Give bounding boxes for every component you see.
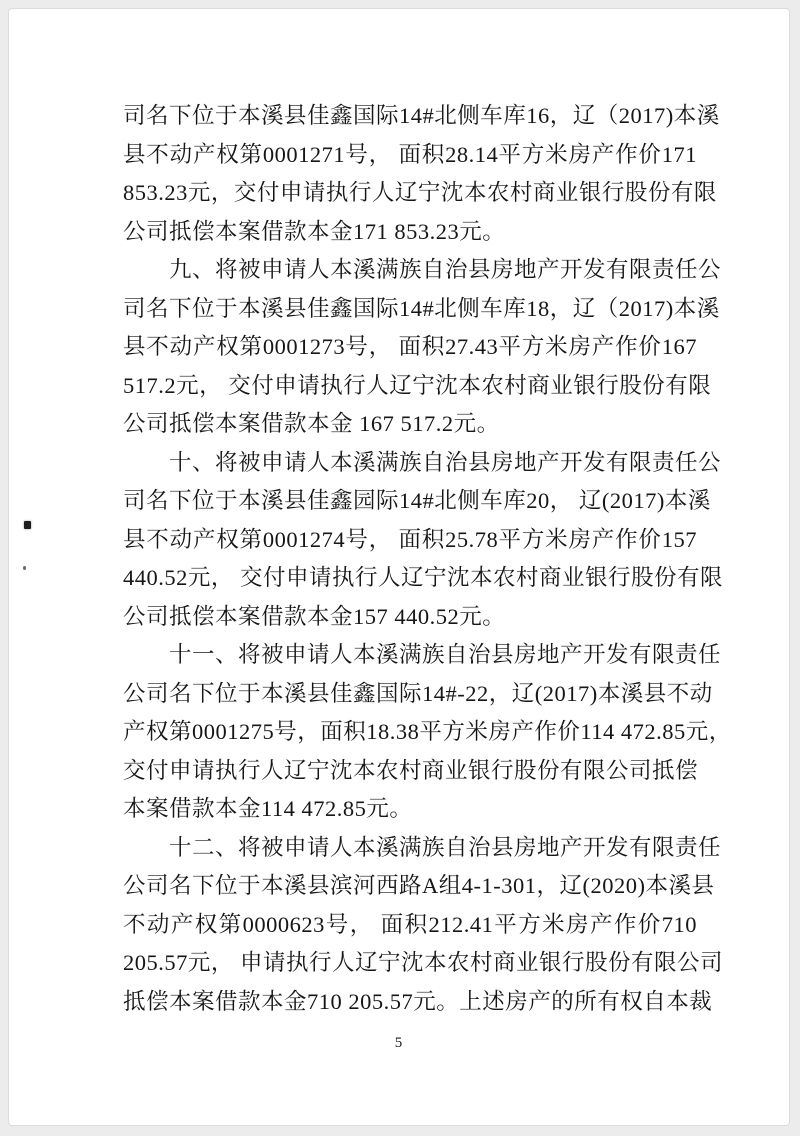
text-line: 县不动产权第0001271号， 面积28.14平方米房产作价171 bbox=[123, 141, 697, 167]
text-line: 司名下位于本溪县佳鑫园际14#北侧车库20， 辽(2017)本溪 bbox=[123, 488, 711, 513]
text-line: 司名下位于本溪县佳鑫国际14#北侧车库18，辽（2017)本溪 bbox=[123, 295, 720, 321]
text-line: 九、将被申请人本溪满族自治县房地产开发有限责任公 bbox=[169, 257, 722, 282]
text-line: 十、将被申请人本溪满族自治县房地产开发有限责任公 bbox=[169, 449, 722, 475]
text-line: 517.2元， 交付申请执行人辽宁沈本农村商业银行股份有限 bbox=[123, 372, 712, 398]
document-page bbox=[8, 8, 790, 1126]
text-line: 十二、将被申请人本溪满族自治县房地产开发有限责任 bbox=[169, 834, 722, 860]
text-line: 公司名下位于本溪县滨河西路A组4-1-301，辽(2020)本溪县 bbox=[123, 873, 715, 898]
text-line: 440.52元， 交付申请执行人辽宁沈本农村商业银行股份有限 bbox=[123, 565, 724, 590]
text-line: 公司抵偿本案借款本金 167 517.2元。 bbox=[123, 411, 500, 436]
text-line: 不动产权第0000623号， 面积212.41平方米房产作价710 bbox=[123, 911, 697, 937]
document-body-text bbox=[123, 97, 732, 1021]
text-line: 司名下位于本溪县佳鑫国际14#北侧车库16，辽（2017)本溪 bbox=[123, 103, 720, 128]
text-line: 公司名下位于本溪县佳鑫国际14#-22，辽(2017)本溪县不动 bbox=[123, 680, 713, 706]
text-line: 853.23元，交付申请执行人辽宁沈本农村商业银行股份有限 bbox=[123, 180, 717, 205]
text-line: 县不动产权第0001274号， 面积25.78平方米房产作价157 bbox=[123, 526, 697, 552]
text-line: 205.57元， 申请执行人辽宁沈本农村商业银行股份有限公司 bbox=[123, 950, 724, 975]
text-line: 本案借款本金114 472.85元。 bbox=[123, 796, 413, 821]
text-line: 公司抵偿本案借款本金157 440.52元。 bbox=[123, 603, 506, 629]
text-line: 公司抵偿本案借款本金171 853.23元。 bbox=[123, 218, 506, 244]
page-number: 5 bbox=[394, 1035, 404, 1051]
ink-dot-artifact bbox=[24, 521, 31, 529]
text-line: 产权第0001275号，面积18.38平方米房产作价114 472.85元， bbox=[123, 719, 732, 744]
text-line: 县不动产权第0001273号， 面积27.43平方米房产作价167 bbox=[123, 334, 697, 359]
ink-dot-artifact bbox=[23, 566, 26, 570]
text-line: 交付申请执行人辽宁沈本农村商业银行股份有限公司抵偿 bbox=[123, 757, 699, 783]
text-line: 十一、将被申请人本溪满族自治县房地产开发有限责任 bbox=[169, 642, 722, 667]
text-line: 抵偿本案借款本金710 205.57元。上述房产的所有权自本裁 bbox=[123, 988, 713, 1014]
